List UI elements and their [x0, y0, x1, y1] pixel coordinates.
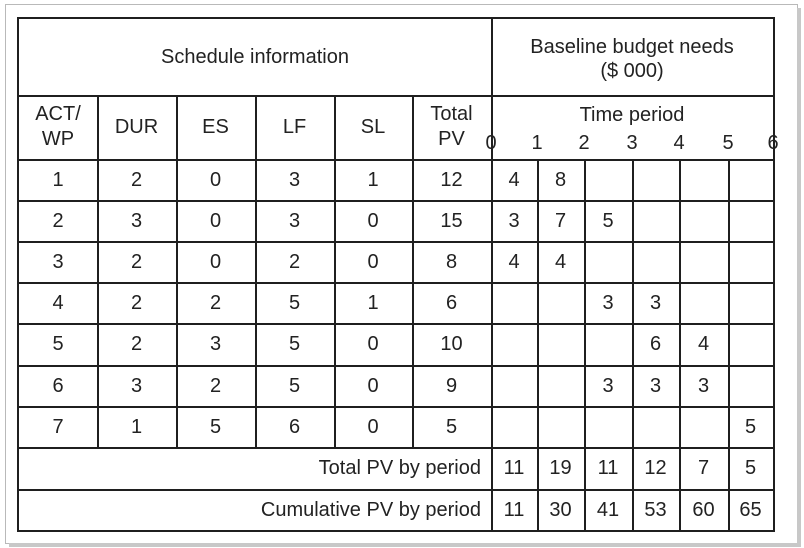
- cell-pv: 9: [445, 374, 458, 397]
- cell-es: 5: [209, 415, 222, 438]
- cell-sl: 1: [367, 291, 379, 314]
- cell-sl: 1: [367, 168, 379, 191]
- cell-lf: 5: [288, 333, 301, 355]
- cell-act: 7: [52, 415, 64, 438]
- period-tick-label: 3: [626, 132, 638, 154]
- cell-act: 1: [52, 168, 64, 191]
- row-divider-line: [19, 447, 773, 449]
- cell-act: 6: [52, 374, 64, 397]
- cumulative-pv-by-period-label: Cumulative PV by period: [260, 498, 481, 521]
- column-header-pv: PV: [438, 128, 465, 150]
- total-pv-by-period-label: Total PV by period: [318, 457, 481, 479]
- cell-period-value: 4: [554, 250, 567, 273]
- cell-es: 0: [209, 168, 222, 191]
- cell-dur: 2: [130, 291, 143, 314]
- cell-dur: 1: [130, 415, 143, 438]
- cell-period-value: 7: [554, 209, 567, 232]
- column-header-lf: LF: [282, 116, 307, 138]
- cell-sl: 0: [367, 209, 379, 232]
- cell-dur: 2: [130, 333, 143, 355]
- column-divider-line: [97, 95, 99, 447]
- cell-lf: 3: [288, 168, 301, 191]
- period-divider-line: [679, 159, 681, 530]
- column-header-wp: WP: [41, 128, 75, 150]
- total-pv-value: 7: [697, 457, 710, 479]
- cell-pv: 8: [445, 250, 458, 273]
- cell-period-value: 3: [649, 374, 662, 397]
- row-divider-line: [19, 241, 773, 243]
- period-tick-label: 0: [485, 132, 497, 154]
- budget-unit-label: ($ 000): [600, 60, 664, 82]
- cell-dur: 2: [130, 250, 143, 273]
- row-divider-line: [19, 406, 773, 408]
- row-divider-line: [19, 365, 773, 367]
- cell-period-value: 3: [649, 291, 662, 314]
- row-divider-line: [19, 159, 773, 161]
- column-divider-line: [176, 95, 178, 447]
- cell-lf: 5: [288, 374, 301, 397]
- frame-shadow-right: [797, 8, 801, 546]
- cell-sl: 0: [367, 415, 379, 438]
- cell-pv: 15: [440, 209, 463, 232]
- schedule-information-header: Schedule information: [161, 46, 349, 68]
- column-divider-line: [334, 95, 336, 447]
- column-divider-line: [412, 95, 414, 447]
- cumulative-pv-value: 30: [549, 498, 572, 521]
- column-header-total: Total: [430, 103, 473, 125]
- cell-sl: 0: [367, 333, 379, 355]
- column-header-sl: SL: [360, 116, 386, 138]
- period-divider-line: [584, 159, 586, 530]
- cell-period-value: 6: [649, 333, 662, 355]
- period-tick-label: 1: [531, 132, 543, 154]
- cell-pv: 5: [445, 415, 458, 438]
- cell-period-value: 3: [697, 374, 710, 397]
- period-tick-label: 5: [722, 132, 734, 154]
- total-pv-value: 12: [644, 457, 667, 479]
- cell-period-value: 4: [697, 333, 710, 355]
- period-tick-label: 4: [673, 132, 685, 154]
- period-divider-line: [728, 159, 730, 530]
- time-period-label: Time period: [579, 104, 685, 126]
- cell-period-value: 8: [554, 168, 567, 191]
- cumulative-pv-value: 53: [644, 498, 667, 521]
- cell-period-value: 3: [508, 209, 520, 232]
- cell-period-value: 4: [508, 168, 520, 191]
- cell-lf: 3: [288, 209, 301, 232]
- cumulative-pv-value: 60: [692, 498, 715, 521]
- cell-pv: 12: [440, 168, 463, 191]
- cell-es: 0: [209, 250, 222, 273]
- cell-pv: 10: [440, 333, 463, 355]
- cell-period-value: 5: [744, 415, 757, 438]
- cell-sl: 0: [367, 250, 379, 273]
- column-header-dur: DUR: [114, 116, 159, 138]
- cumulative-pv-value: 65: [739, 498, 762, 521]
- header-divider-line: [19, 95, 773, 97]
- total-pv-value: 19: [549, 457, 572, 479]
- section-divider-line: [491, 19, 493, 530]
- cell-period-value: 5: [602, 209, 614, 232]
- column-divider-line: [255, 95, 257, 447]
- row-divider-line: [19, 282, 773, 284]
- cell-es: 2: [209, 374, 222, 397]
- cell-act: 4: [52, 291, 64, 314]
- frame-shadow-bottom: [9, 543, 801, 547]
- column-header-es: ES: [202, 116, 229, 138]
- schedule-budget-table: [17, 17, 779, 532]
- cell-pv: 6: [445, 291, 458, 314]
- budget-header: Baseline budget needs: [530, 36, 734, 58]
- cell-period-value: 3: [602, 291, 614, 314]
- cell-act: 2: [52, 209, 64, 232]
- cell-es: 0: [209, 209, 222, 232]
- total-pv-value: 11: [503, 457, 525, 479]
- cell-dur: 2: [130, 168, 143, 191]
- total-pv-value: 11: [597, 457, 619, 479]
- period-divider-line: [632, 159, 634, 530]
- cell-es: 3: [209, 333, 222, 355]
- row-divider-line: [19, 323, 773, 325]
- cell-dur: 3: [130, 209, 143, 232]
- total-pv-value: 5: [744, 457, 757, 479]
- cell-lf: 2: [288, 250, 301, 273]
- row-divider-line: [19, 200, 773, 202]
- cumulative-pv-value: 41: [596, 498, 620, 521]
- cell-period-value: 3: [602, 374, 614, 397]
- cell-lf: 5: [288, 291, 301, 314]
- cell-sl: 0: [367, 374, 379, 397]
- cell-es: 2: [209, 291, 222, 314]
- cell-dur: 3: [130, 374, 143, 397]
- cell-lf: 6: [288, 415, 301, 438]
- cumulative-pv-value: 11: [503, 498, 525, 521]
- cell-act: 5: [52, 333, 64, 355]
- period-tick-label: 6: [767, 132, 779, 154]
- period-tick-label: 2: [578, 132, 590, 154]
- cell-period-value: 4: [508, 250, 520, 273]
- row-divider-line: [19, 489, 773, 491]
- cell-act: 3: [52, 250, 64, 273]
- column-header-act: ACT/: [35, 103, 81, 125]
- period-divider-line: [537, 159, 539, 530]
